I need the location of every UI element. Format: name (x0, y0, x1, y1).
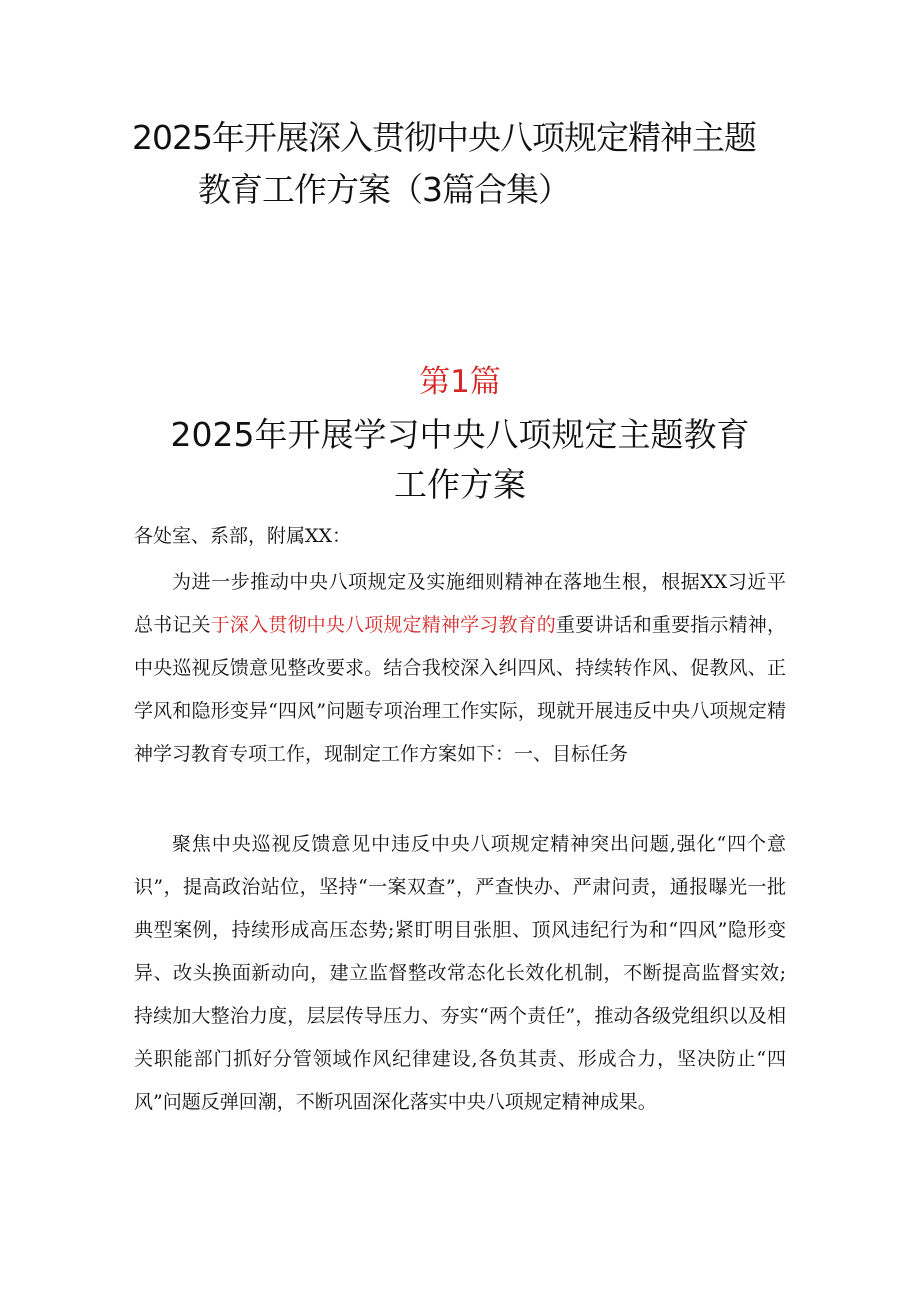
paragraph-1-text-b: 重要讲话和重要指示精神，中央巡视反馈意见整改要求。结合我校深入纠四风、持续转作风、促教风、正学风和隐形变异“四风”问题专项治理工作实际，现就开展违反中央八项规定精神学习教育专项工作，现制定工作方案如下：一、目标任务 (134, 614, 786, 765)
sub-title-line-2: 工作方案 (394, 465, 526, 504)
paragraph-1-text-a: 为进一步推动中央八项规定及实施细则精神在落地生根，根据XX习近平总书记关 (134, 571, 786, 636)
sub-title-line-1: 2025年开展学习中央八项规定主题教育 (170, 415, 750, 454)
part-label: 第1篇 (419, 364, 501, 400)
main-title-line-1: 2025年开展深入贯彻中央八项规定精神主题 (132, 118, 756, 157)
salutation: 各处室、系部，附属XX： (134, 525, 352, 547)
paragraph-1 (134, 561, 786, 776)
paragraph-1-highlight: 于深入贯彻中央八项规定精神学习教育的 (210, 614, 556, 636)
paragraph-2: 聚焦中央巡视反馈意见中违反中央八项规定精神突出问题,强化“四个意识”，提高政治站位，坚持“一案双查”，严查快办、严肃问责，通报曝光一批典型案例，持续形成高压态势;紧盯明目张胆、顶风违纪行为和“四风”隐形变异、改头换面新动向，建立监督整改常态化长效化机制，不断提高监督实效;持续加大整治力度，层层传导压力、夯实“两个责任”，推动各级党组织以及相关职能部门抓好分管领域作风纪律建设,各负其责、形成合力，坚决防止“四风”问题反弹回潮，不断巩固深化落实中央八项规定精神成果。 (134, 833, 786, 1113)
sub-title (150, 410, 770, 510)
main-title (132, 112, 812, 216)
main-title-line-2: 教育工作方案（3篇合集） (198, 170, 570, 209)
